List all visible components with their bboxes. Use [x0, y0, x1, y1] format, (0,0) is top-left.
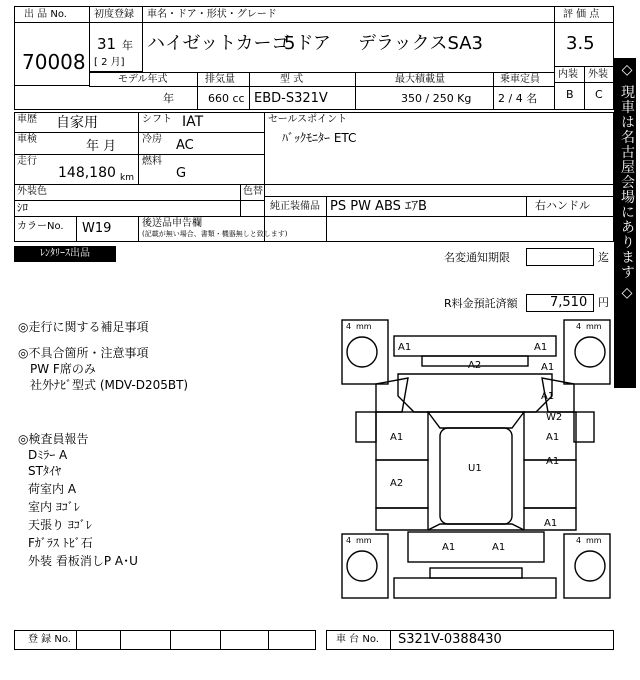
capacity-label: 乗車定員 [500, 74, 540, 85]
inspector-item: 荷室内 A [28, 482, 77, 496]
equip-label: 純正装備品 [270, 201, 320, 212]
hood [398, 374, 555, 412]
interior-label: 内装 [558, 69, 578, 80]
inspection-value: 年 月 [86, 139, 117, 154]
equip-value: PS PW ABS ｴｱB [330, 199, 427, 214]
damage-mark: A1 [390, 432, 404, 443]
defect-item: 社外ﾅﾋﾞ型式 (MDV-D205BT) [30, 378, 189, 392]
damage-mark: A1 [546, 432, 560, 443]
ext-color-value: ｼﾛ [17, 201, 28, 214]
damage-mark: A1 [442, 542, 456, 553]
tire-rl-depth: 4 [346, 536, 352, 545]
inspector-title: ◎検査員報告 [18, 432, 89, 446]
tire-unit: mm [356, 536, 372, 545]
first-reg-year: 31 [97, 35, 117, 53]
car-name: ハイゼットカーゴ [147, 33, 290, 54]
fuel-label: 燃料 [142, 156, 162, 167]
lot-number: 70008 [22, 50, 86, 74]
type-label: 型 式 [280, 74, 304, 85]
rental-badge: ﾚﾝﾀﾘｰｽ出品 [14, 246, 116, 262]
title-change-label: 名変通知期限 [444, 251, 510, 264]
reg-no-label: 登 録 No. [28, 634, 71, 645]
first-reg-label: 初度登録 [94, 9, 134, 20]
inspector-item: 外装 看板消しP A･U [28, 554, 138, 568]
tire-fl-depth: 4 [346, 322, 352, 331]
inspection-label: 車検 [17, 134, 37, 145]
recycle-unit: 円 [598, 296, 609, 309]
tire-unit: mm [356, 322, 372, 331]
mileage-value: 148,180 [58, 165, 116, 181]
displacement-label: 排気量 [205, 74, 235, 85]
roof [440, 428, 512, 524]
right-rear-door [524, 460, 576, 508]
tire-rear-left [347, 551, 377, 581]
ac-value: AC [176, 138, 194, 153]
recycle-value: 7,510 [550, 295, 588, 310]
location-note: ◇ 現車は名古屋会場にあります ◇ [619, 62, 635, 302]
lot-label: 出 品 No. [24, 9, 67, 20]
fuel-value: G [176, 166, 187, 181]
inspector-item: 天張り ﾖｺﾞﾚ [28, 518, 92, 532]
shift-label: シフト [142, 114, 172, 125]
tailgate [408, 532, 544, 562]
load-value: 350 / 250 Kg [401, 92, 472, 105]
type-value: EBD-S321V [254, 91, 328, 106]
inspector-item: STﾀｲﾔ [28, 464, 61, 478]
location-side-band [614, 58, 636, 388]
score-value: 3.5 [566, 33, 595, 54]
retrofit-note: (記載が無い場合、書類・機器無しと致します) [142, 230, 288, 238]
damage-mark: A1 [544, 518, 558, 529]
chassis-label: 車 台 No. [336, 634, 379, 645]
load-label: 最大積載量 [395, 74, 445, 85]
tire-fr-depth: 4 [576, 322, 582, 331]
damage-mark: A2 [468, 360, 482, 371]
inspector-item: 室内 ﾖｺﾞﾚ [28, 500, 80, 514]
damage-mark: W2 [546, 412, 563, 423]
model-year-unit: 年 [163, 92, 174, 105]
tire-front-left [347, 337, 377, 367]
damage-mark: A1 [541, 362, 555, 373]
interior-grade: B [566, 88, 574, 101]
first-reg-month: [ 2 月] [94, 57, 125, 68]
rear-bumper [394, 578, 556, 598]
left-front-fender [376, 378, 408, 412]
car-doors: 5ドア [284, 33, 331, 54]
displacement-value: 660 cc [208, 92, 245, 105]
model-year-label: モデル年式 [118, 74, 168, 85]
inspector-item: Dﾐﾗｰ A [28, 448, 68, 462]
tire-unit: mm [586, 536, 602, 545]
title-change-box [526, 248, 594, 266]
rear-panel [430, 568, 522, 578]
tire-front-right [575, 337, 605, 367]
tire-rr-depth: 4 [576, 536, 582, 545]
damage-mark: A1 [398, 342, 412, 353]
damage-mark: U1 [468, 463, 482, 474]
color-no-value: W19 [82, 221, 112, 236]
mileage-unit: km [120, 173, 134, 183]
ac-label: 冷房 [142, 134, 162, 145]
color-no-label: カラーNo. [17, 221, 64, 232]
repaint-label: 色替 [243, 186, 263, 197]
retrofit-label: 後送品申告欄 [142, 218, 202, 229]
inspector-item: Fｶﾞﾗｽ ﾄﾋﾞ石 [28, 536, 93, 550]
history-label: 車歴 [17, 114, 37, 125]
shift-value: IAT [182, 114, 204, 130]
left-rear-quarter [376, 508, 428, 530]
history-value: 自家用 [56, 115, 98, 131]
year-unit: 年 [122, 39, 133, 52]
name-label: 車名・ドア・形状・グレード [147, 9, 277, 20]
tire-unit: mm [586, 322, 602, 331]
right-mirror [574, 412, 594, 442]
capacity-value: 2 / 4 名 [498, 92, 538, 105]
recycle-label: R料金預託済額 [444, 297, 518, 310]
driving-notes-title: ◎走行に関する補足事項 [18, 320, 149, 334]
left-mirror [356, 412, 376, 442]
damage-mark: A1 [534, 342, 548, 353]
defects-title: ◎不具合箇所・注意事項 [18, 346, 149, 360]
score-label: 評 価 点 [563, 9, 600, 20]
title-change-unit: 迄 [598, 251, 609, 264]
car-damage-diagram [338, 316, 614, 604]
front-bumper [394, 336, 556, 356]
exterior-label: 外装 [588, 69, 608, 80]
chassis-value: S321V-0388430 [398, 632, 502, 647]
ext-color-label: 外装色 [17, 186, 47, 197]
sales-point-label: セールスポイント [268, 114, 348, 125]
tire-rear-right [575, 551, 605, 581]
windshield [428, 412, 524, 428]
rear-glass [428, 524, 524, 530]
damage-mark: A1 [541, 391, 555, 402]
damage-mark: A2 [390, 478, 404, 489]
car-grade: デラックスSA3 [358, 33, 483, 54]
steering-value: 右ハンドル [535, 199, 590, 212]
mileage-label: 走行 [17, 156, 37, 167]
damage-mark: A1 [546, 456, 560, 467]
defect-item: PW F席のみ [30, 362, 96, 376]
sales-point-value: ﾊﾞｯｸﾓﾆﾀｰ ETC [282, 131, 357, 145]
exterior-grade: C [595, 88, 603, 101]
damage-mark: A1 [492, 542, 506, 553]
